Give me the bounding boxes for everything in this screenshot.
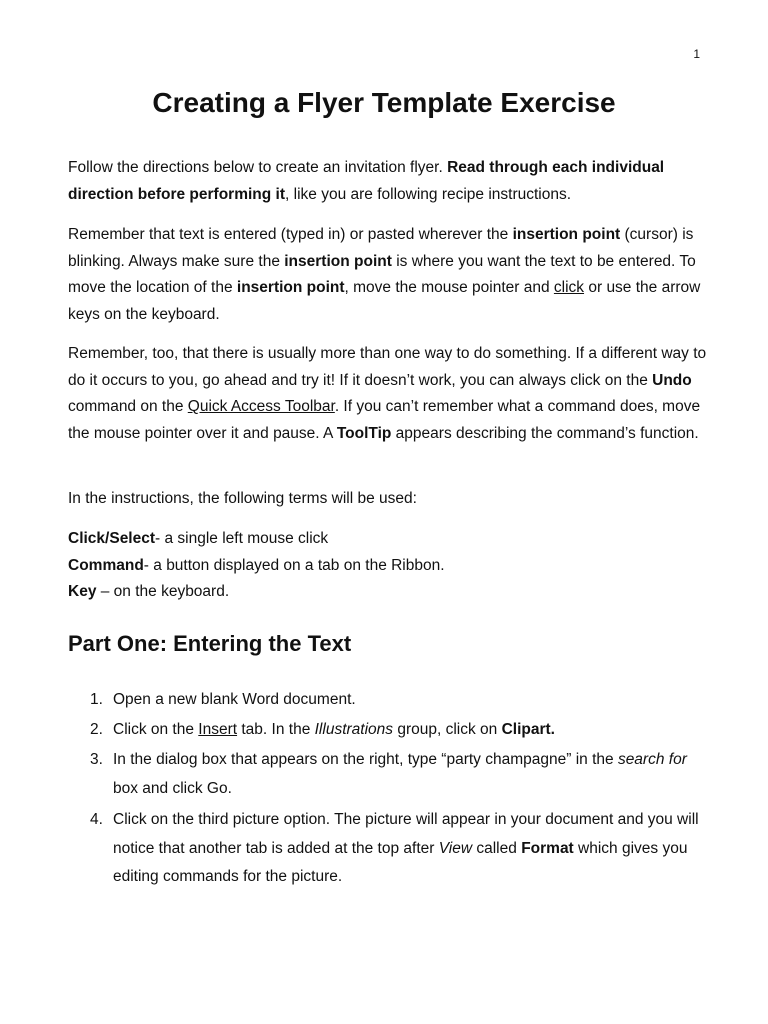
- remember1-text-3: is where you want the text to be entered. To move the location of the: [68, 252, 696, 297]
- remember2-text-1: Remember, too, that there is usually more than one way to do something. If a different way to do it occurs to you, go ahead and try it! If it doesn’t work, you can always click on the: [68, 345, 707, 389]
- insertion-point-term: insertion point: [284, 252, 392, 270]
- term-name: Command: [68, 556, 144, 574]
- term-key: [68, 579, 708, 606]
- step-number: 2.: [90, 720, 103, 738]
- step-number: 4.: [90, 811, 103, 828]
- intro-text-1: Follow the directions below to create an invitation flyer.: [68, 159, 448, 176]
- term-click-select: [68, 526, 708, 553]
- list-item: [68, 717, 708, 744]
- list-item: [68, 687, 708, 714]
- step-text: Open a new blank Word document.: [113, 691, 356, 708]
- insert-tab-term: Insert: [198, 720, 238, 738]
- list-item: [68, 746, 708, 803]
- step-text: tab. In the: [237, 720, 315, 738]
- remember2-text-3: . If you can’t remember what a command does, move the mouse pointer over it and pause. A: [68, 398, 701, 443]
- remember1-text-5: or use the arrow keys on the keyboard.: [68, 279, 701, 324]
- step-text: which gives you editing commands for the picture.: [113, 839, 688, 885]
- remember2-text-4: appears describing the command’s function.: [391, 425, 699, 443]
- term-description: - a button displayed on a tab on the Ribbon.: [143, 556, 445, 574]
- step-text: In the dialog box that appears on the right, type “party champagne” in the: [113, 751, 618, 768]
- instructions-intro: In the instructions, the following terms will be used:: [68, 490, 417, 507]
- term-description: – on the keyboard.: [96, 583, 230, 600]
- clipart-term: Clipart.: [501, 720, 555, 738]
- format-term: Format: [521, 839, 574, 857]
- part-one-heading: Part One: Entering the Text: [68, 631, 352, 656]
- term-description: - a single left mouse click: [155, 530, 329, 547]
- step-text: called: [472, 839, 522, 857]
- step-text: Click on the: [113, 720, 199, 738]
- view-term: View: [438, 839, 473, 857]
- insertion-point-term: insertion point: [512, 226, 621, 243]
- insertion-point-paragraph: [68, 222, 708, 329]
- intro-text-2: , like you are following recipe instructions.: [285, 185, 572, 203]
- page-title: Creating a Flyer Template Exercise: [152, 87, 616, 118]
- intro-bold-text: Read through each individual direction before performing it: [68, 159, 665, 203]
- page-number: 1: [693, 47, 700, 61]
- search-for-term: search for: [617, 751, 687, 768]
- step-number: 3.: [90, 751, 103, 768]
- list-item: [68, 806, 708, 892]
- illustrations-term: Illustrations: [314, 720, 394, 738]
- quick-access-toolbar-term: Quick Access Toolbar: [187, 398, 335, 416]
- undo-term: Undo: [652, 371, 692, 389]
- remember2-text-2: command on the: [68, 398, 188, 416]
- steps-list: [68, 687, 708, 895]
- term-name: Key: [68, 583, 97, 600]
- remember1-text-2: (cursor) is blinking. Always make sure the: [68, 226, 694, 270]
- insertion-point-term: insertion point: [236, 279, 345, 297]
- tooltip-term: ToolTip: [336, 425, 392, 443]
- step-text: Click on the third picture option. The picture will appear in your document and you will notice that another tab is added at the top after: [113, 811, 699, 857]
- undo-tooltip-paragraph: [68, 341, 708, 448]
- step-number: 1.: [90, 691, 103, 708]
- terms-list: [68, 526, 708, 606]
- remember1-text-4: , move the mouse pointer and: [344, 279, 554, 297]
- term-name: Click/Select: [68, 530, 156, 547]
- click-term: click: [553, 279, 585, 297]
- intro-paragraph: [68, 155, 708, 208]
- term-command: [68, 553, 708, 580]
- step-text: group, click on: [393, 720, 502, 738]
- step-text: box and click Go.: [113, 779, 232, 797]
- remember1-text-1: Remember that text is entered (typed in) or pasted wherever the: [68, 226, 513, 243]
